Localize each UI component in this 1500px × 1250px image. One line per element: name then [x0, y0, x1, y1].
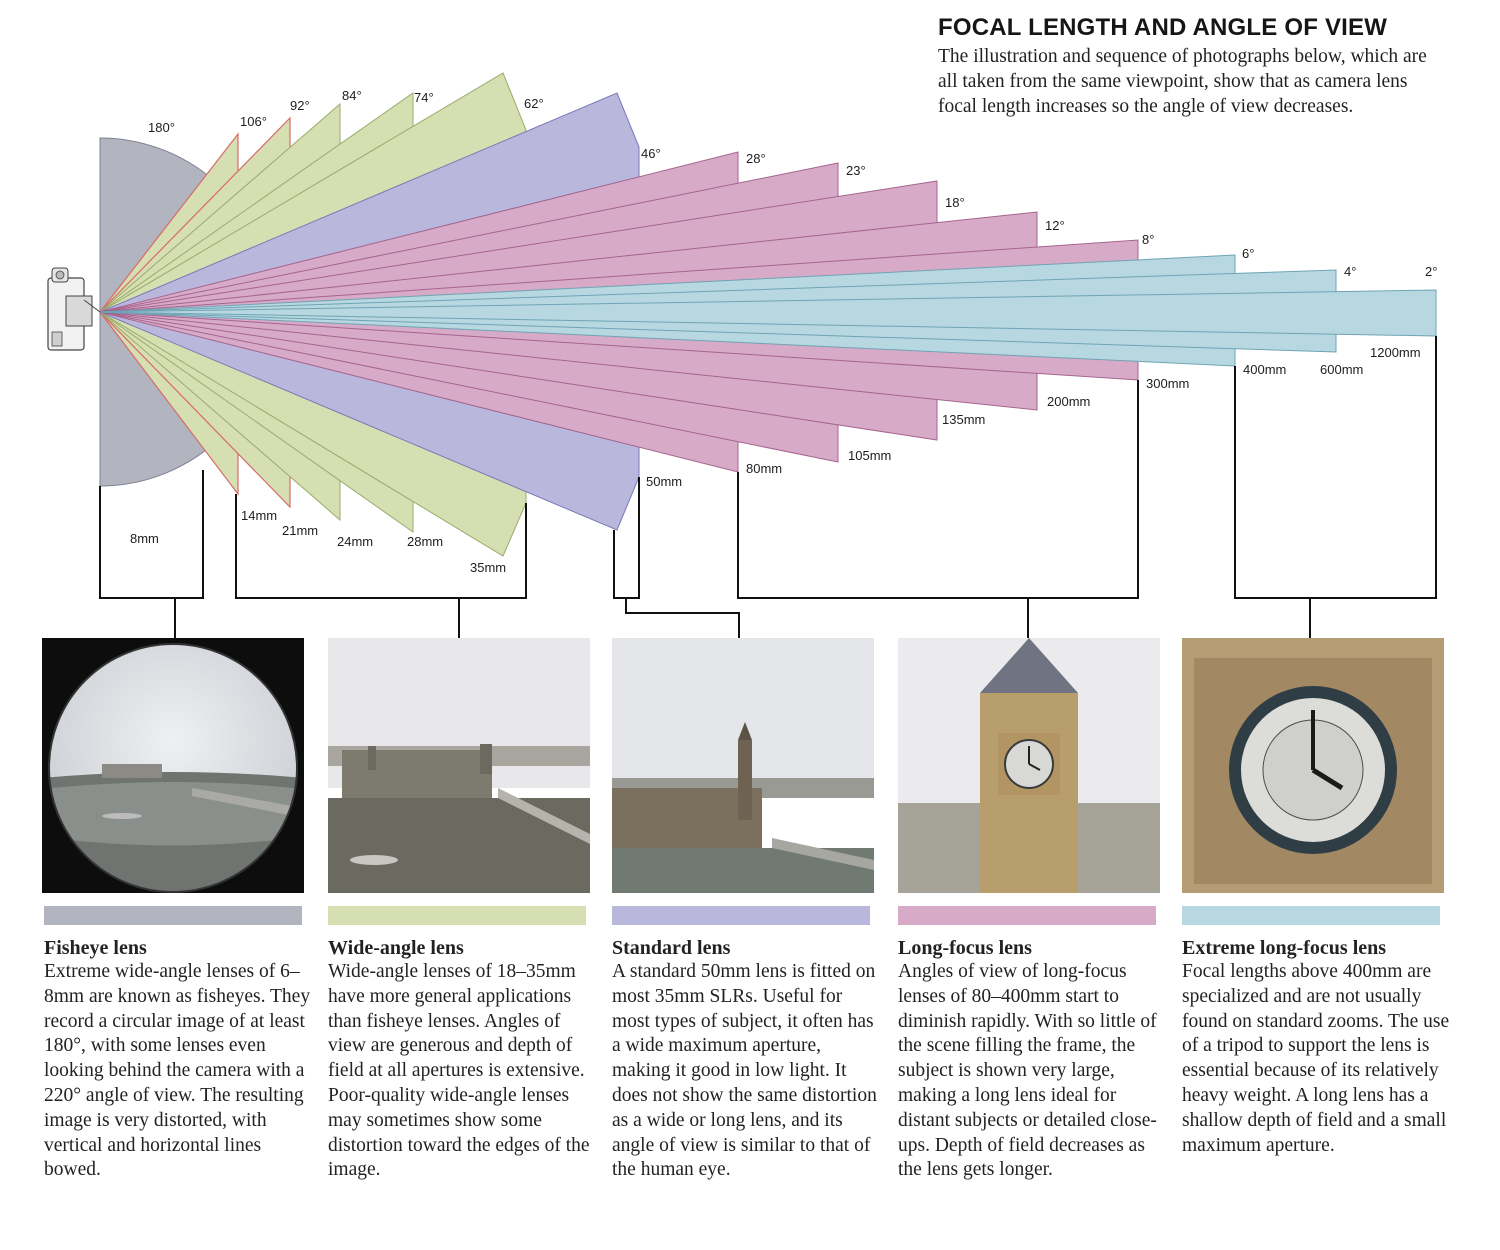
- intro-paragraph: The illustration and sequence of photographs below, which are all taken from the same viewpoint, show that as camera lens focal length increases so the angle of view decreases.: [938, 46, 1427, 117]
- caption-long-focus-text: Angles of view of long-focus lenses of 80–400mm start to diminish rapidly. With so little of the scene filling the frame, the subject is shown very large, making a long lens ideal for distant subjects or detailed close-ups. Depth of field decreases as the lens gets longer.: [898, 961, 1157, 1181]
- angle-label-1200mm: 2°: [1425, 264, 1438, 279]
- focal-label-21mm: 21mm: [282, 523, 319, 538]
- angle-label-135mm: 18°: [945, 195, 965, 210]
- focal-label-135mm: 135mm: [942, 412, 986, 427]
- photo-extreme-long-focus: [1182, 638, 1444, 893]
- swatch-standard: [612, 906, 870, 925]
- angle-label-600mm: 4°: [1344, 264, 1357, 279]
- caption-long-focus: [898, 936, 1168, 1183]
- focal-label-28mm: 28mm: [407, 534, 444, 549]
- focal-label-80mm: 80mm: [746, 461, 783, 476]
- focal-label-14mm: 14mm: [241, 508, 278, 523]
- focal-label-600mm: 600mm: [1320, 362, 1364, 377]
- caption-fisheye-title: Fisheye lens: [44, 937, 147, 959]
- caption-standard-title: Standard lens: [612, 937, 731, 959]
- caption-standard-text: A standard 50mm lens is fitted on most 35mm SLRs. Useful for most types of subject, it often has a wide maximum aperture, making it good in low light. It does not show the same distortion as a wide or long lens, and its angle of view is similar to that of the human eye.: [612, 961, 877, 1181]
- photo-fisheye: [42, 638, 304, 893]
- angle-label-400mm: 6°: [1242, 246, 1255, 261]
- focal-label-1200mm: 1200mm: [1370, 345, 1421, 360]
- focal-label-50mm: 50mm: [646, 474, 683, 489]
- angle-label-21mm: 92°: [290, 98, 310, 113]
- swatch-long-focus: [898, 906, 1156, 925]
- swatch-extreme-long-focus: [1182, 906, 1440, 925]
- angle-label-50mm: 46°: [641, 146, 661, 161]
- angle-label-35mm: 62°: [524, 96, 544, 111]
- focal-label-24mm: 24mm: [337, 534, 374, 549]
- page-title: FOCAL LENGTH AND ANGLE OF VIEW: [938, 14, 1388, 41]
- swatch-wide-angle: [328, 906, 586, 925]
- camera-icon: [48, 268, 100, 350]
- caption-fisheye-text: Extreme wide-angle lenses of 6–8mm are known as fisheyes. They record a circular image of at least 180°, with some lenses even looking behind the camera with a 220° angle of view. The resulting image is very distorted, with vertical and horizontal lines bowed.: [44, 961, 311, 1181]
- extreme-long-focus-image: [1182, 638, 1444, 893]
- focal-label-400mm: 400mm: [1243, 362, 1287, 377]
- focal-label-35mm: 35mm: [470, 560, 507, 575]
- focal-label-105mm: 105mm: [848, 448, 892, 463]
- caption-fisheye: [44, 936, 314, 1183]
- caption-wide-angle-text: Wide-angle lenses of 18–35mm have more general applications than fisheye lenses. Angles of view are generous and depth of field at all apertures is extensive. Poor-quality wide-angle lenses may sometimes show some distortion toward the edges of the image.: [328, 961, 590, 1181]
- swatch-fisheye: [44, 906, 302, 925]
- angle-label-24mm: 84°: [342, 88, 362, 103]
- photo-wide-angle: [328, 638, 590, 893]
- angle-label-200mm: 12°: [1045, 218, 1065, 233]
- focal-label-300mm: 300mm: [1146, 376, 1190, 391]
- focal-label-200mm: 200mm: [1047, 394, 1091, 409]
- long-focus-image: [898, 638, 1160, 893]
- fisheye-image: [42, 638, 304, 893]
- standard-image: [612, 638, 874, 893]
- caption-wide-angle-title: Wide-angle lens: [328, 937, 464, 959]
- caption-extreme-long-focus: [1182, 936, 1452, 1158]
- photo-standard: [612, 638, 874, 893]
- angle-label-8mm: 180°: [148, 120, 175, 135]
- caption-wide-angle: [328, 936, 598, 1183]
- angle-label-28mm: 74°: [414, 90, 434, 105]
- angle-label-14mm: 106°: [240, 114, 267, 129]
- photo-long-focus: [898, 638, 1160, 893]
- wide-angle-image: [328, 638, 590, 893]
- angle-label-300mm: 8°: [1142, 232, 1155, 247]
- caption-extreme-long-focus-title: Extreme long-focus lens: [1182, 937, 1387, 959]
- angle-label-105mm: 23°: [846, 163, 866, 178]
- angle-label-80mm: 28°: [746, 151, 766, 166]
- caption-long-focus-title: Long-focus lens: [898, 937, 1032, 959]
- caption-standard: [612, 936, 882, 1183]
- caption-extreme-long-focus-text: Focal lengths above 400mm are specialized and are not usually found on standard zooms. The use of a tripod to support the lens is essential because of its relatively heavy weight. A long lens has a shallow depth of field and a small maximum aperture.: [1182, 961, 1450, 1156]
- focal-label-8mm: 8mm: [130, 531, 159, 546]
